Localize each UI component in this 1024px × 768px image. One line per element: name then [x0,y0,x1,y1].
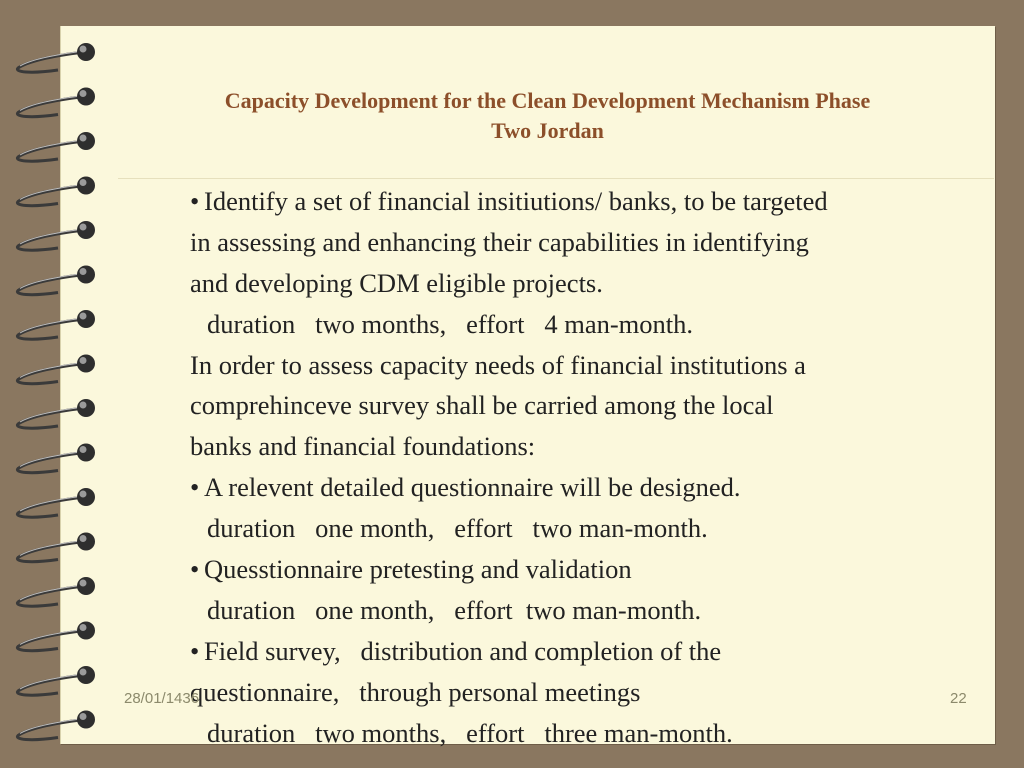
spiral-ring-icon [17,622,95,651]
body-line-text: A relevent detailed questionnaire will be designed. [204,472,741,503]
body-line-text: comprehinceve survey shall be carried among the local [190,390,774,421]
spiral-ring-icon [17,355,95,384]
body-line-text: duration one month, effort two man-month. [207,513,708,544]
body-line-text: duration two months, effort three man-month. [207,717,733,748]
spiral-ring-icon [17,43,95,72]
body-line [190,426,1020,467]
body-line-text: In order to assess capacity needs of financial institutions a [190,349,806,380]
spiral-ring-icon [17,221,95,250]
body-line [190,590,1020,631]
spiral-ring-icon [17,177,95,206]
spiral-ring-icon [17,444,95,473]
body-line [190,304,1020,345]
bullet-item [190,549,1020,590]
spiral-ring-icon [17,533,95,562]
bullet-icon: • [190,472,200,503]
spiral-binding [0,0,110,768]
body-line-text: duration one month, effort two man-month. [207,594,702,625]
page-number: 22 [950,690,967,707]
body-line [190,508,1020,549]
body-line-text: in assessing and enhancing their capabilities in identifying [190,226,809,257]
spiral-ring-icon [17,711,95,740]
spiral-ring-icon [17,132,95,161]
spiral-ring-icon [17,399,95,428]
bullet-item [190,467,1020,508]
bullet-item [190,181,1020,222]
spiral-ring-icon [17,310,95,339]
body-line [190,385,1020,426]
slide-title-line-1: Capacity Development for the Clean Development Mechanism Phase [224,88,871,113]
body-line-text: questionnaire, through personal meetings [190,676,641,707]
bullet-icon: • [190,554,200,585]
spiral-ring-icon [17,88,95,117]
body-line [190,672,1020,713]
bullet-icon: • [190,186,200,216]
spiral-ring-icon [17,666,95,695]
body-line [190,713,1020,754]
body-line [190,345,1020,386]
slide-body [190,181,1020,753]
bullet-item [190,631,1020,672]
body-line-text: banks and financial foundations: [190,431,536,462]
body-line-text: Quesstionnaire pretesting and validation [204,554,632,585]
body-line [190,263,1020,304]
footer-date: 28/01/1436 [124,690,200,707]
body-line-text: Identify a set of financial insitiutions/ banks, to be targeted [204,186,828,216]
title-divider [118,178,994,179]
body-line [190,222,1020,263]
spiral-ring-icon [17,577,95,606]
body-line-text: Field survey, distribution and completion of the [204,635,722,666]
spiral-ring-icon [17,266,95,295]
slide-title [120,86,975,146]
body-line-text: and developing CDM eligible projects. [190,267,603,298]
spiral-ring-icon [17,488,95,517]
slide-title-line-2: Two Jordan [491,118,604,143]
bullet-icon: • [190,635,200,666]
body-line-text: duration two months, effort 4 man-month. [207,308,694,339]
